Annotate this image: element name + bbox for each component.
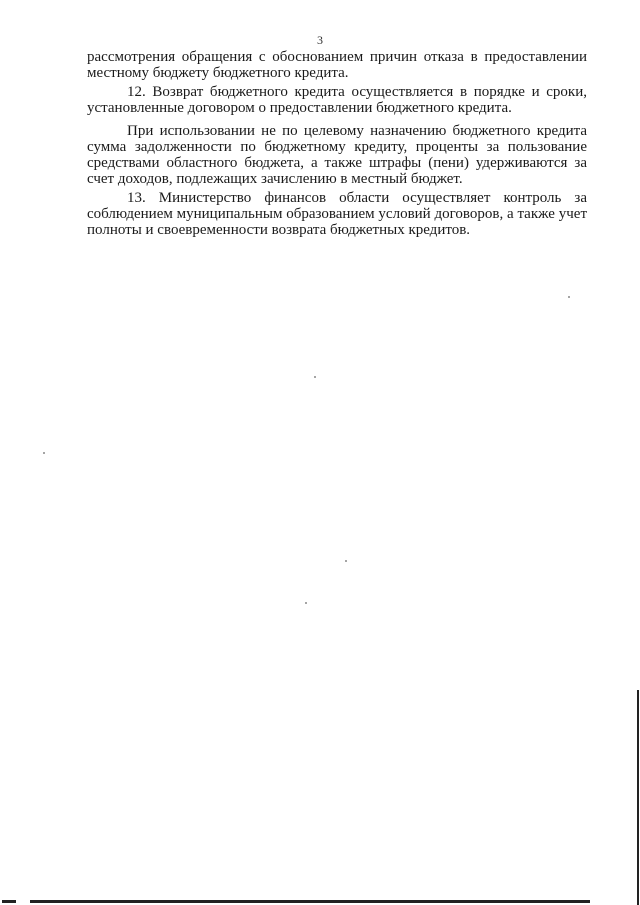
page-number: 3 bbox=[317, 33, 323, 47]
scan-speck bbox=[568, 296, 570, 298]
scan-speck bbox=[314, 376, 316, 378]
paragraph-continuation: рассмотрения обращения с обоснованием причин отказа в предоставлении местному бюджету бюджетного кредита. bbox=[87, 49, 587, 81]
scan-speck bbox=[43, 452, 45, 454]
document-body bbox=[87, 49, 587, 245]
paragraph-item-12: 12. Возврат бюджетного кредита осуществляется в порядке и сроки, установленные договором о предоставлении бюджетного кредита. bbox=[87, 84, 587, 116]
scan-edge-bottom bbox=[30, 900, 590, 903]
scan-edge-right bbox=[637, 690, 639, 905]
paragraph-misuse: При использовании не по целевому назначению бюджетного кредита сумма задолженности по бюджетному кредиту, проценты за пользование средствами областного бюджета, а также штрафы (пени) удерживаются за счет доходов, подлежащих зачислению в местный бюджет. bbox=[87, 123, 587, 187]
scan-speck bbox=[345, 560, 347, 562]
scan-edge-bottom-left bbox=[2, 900, 16, 903]
paragraph-item-13: 13. Министерство финансов области осуществляет контроль за соблюдением муниципальным образованием условий договоров, а также учет полноты и своевременности возврата бюджетных кредитов. bbox=[87, 190, 587, 238]
scan-speck bbox=[305, 602, 307, 604]
